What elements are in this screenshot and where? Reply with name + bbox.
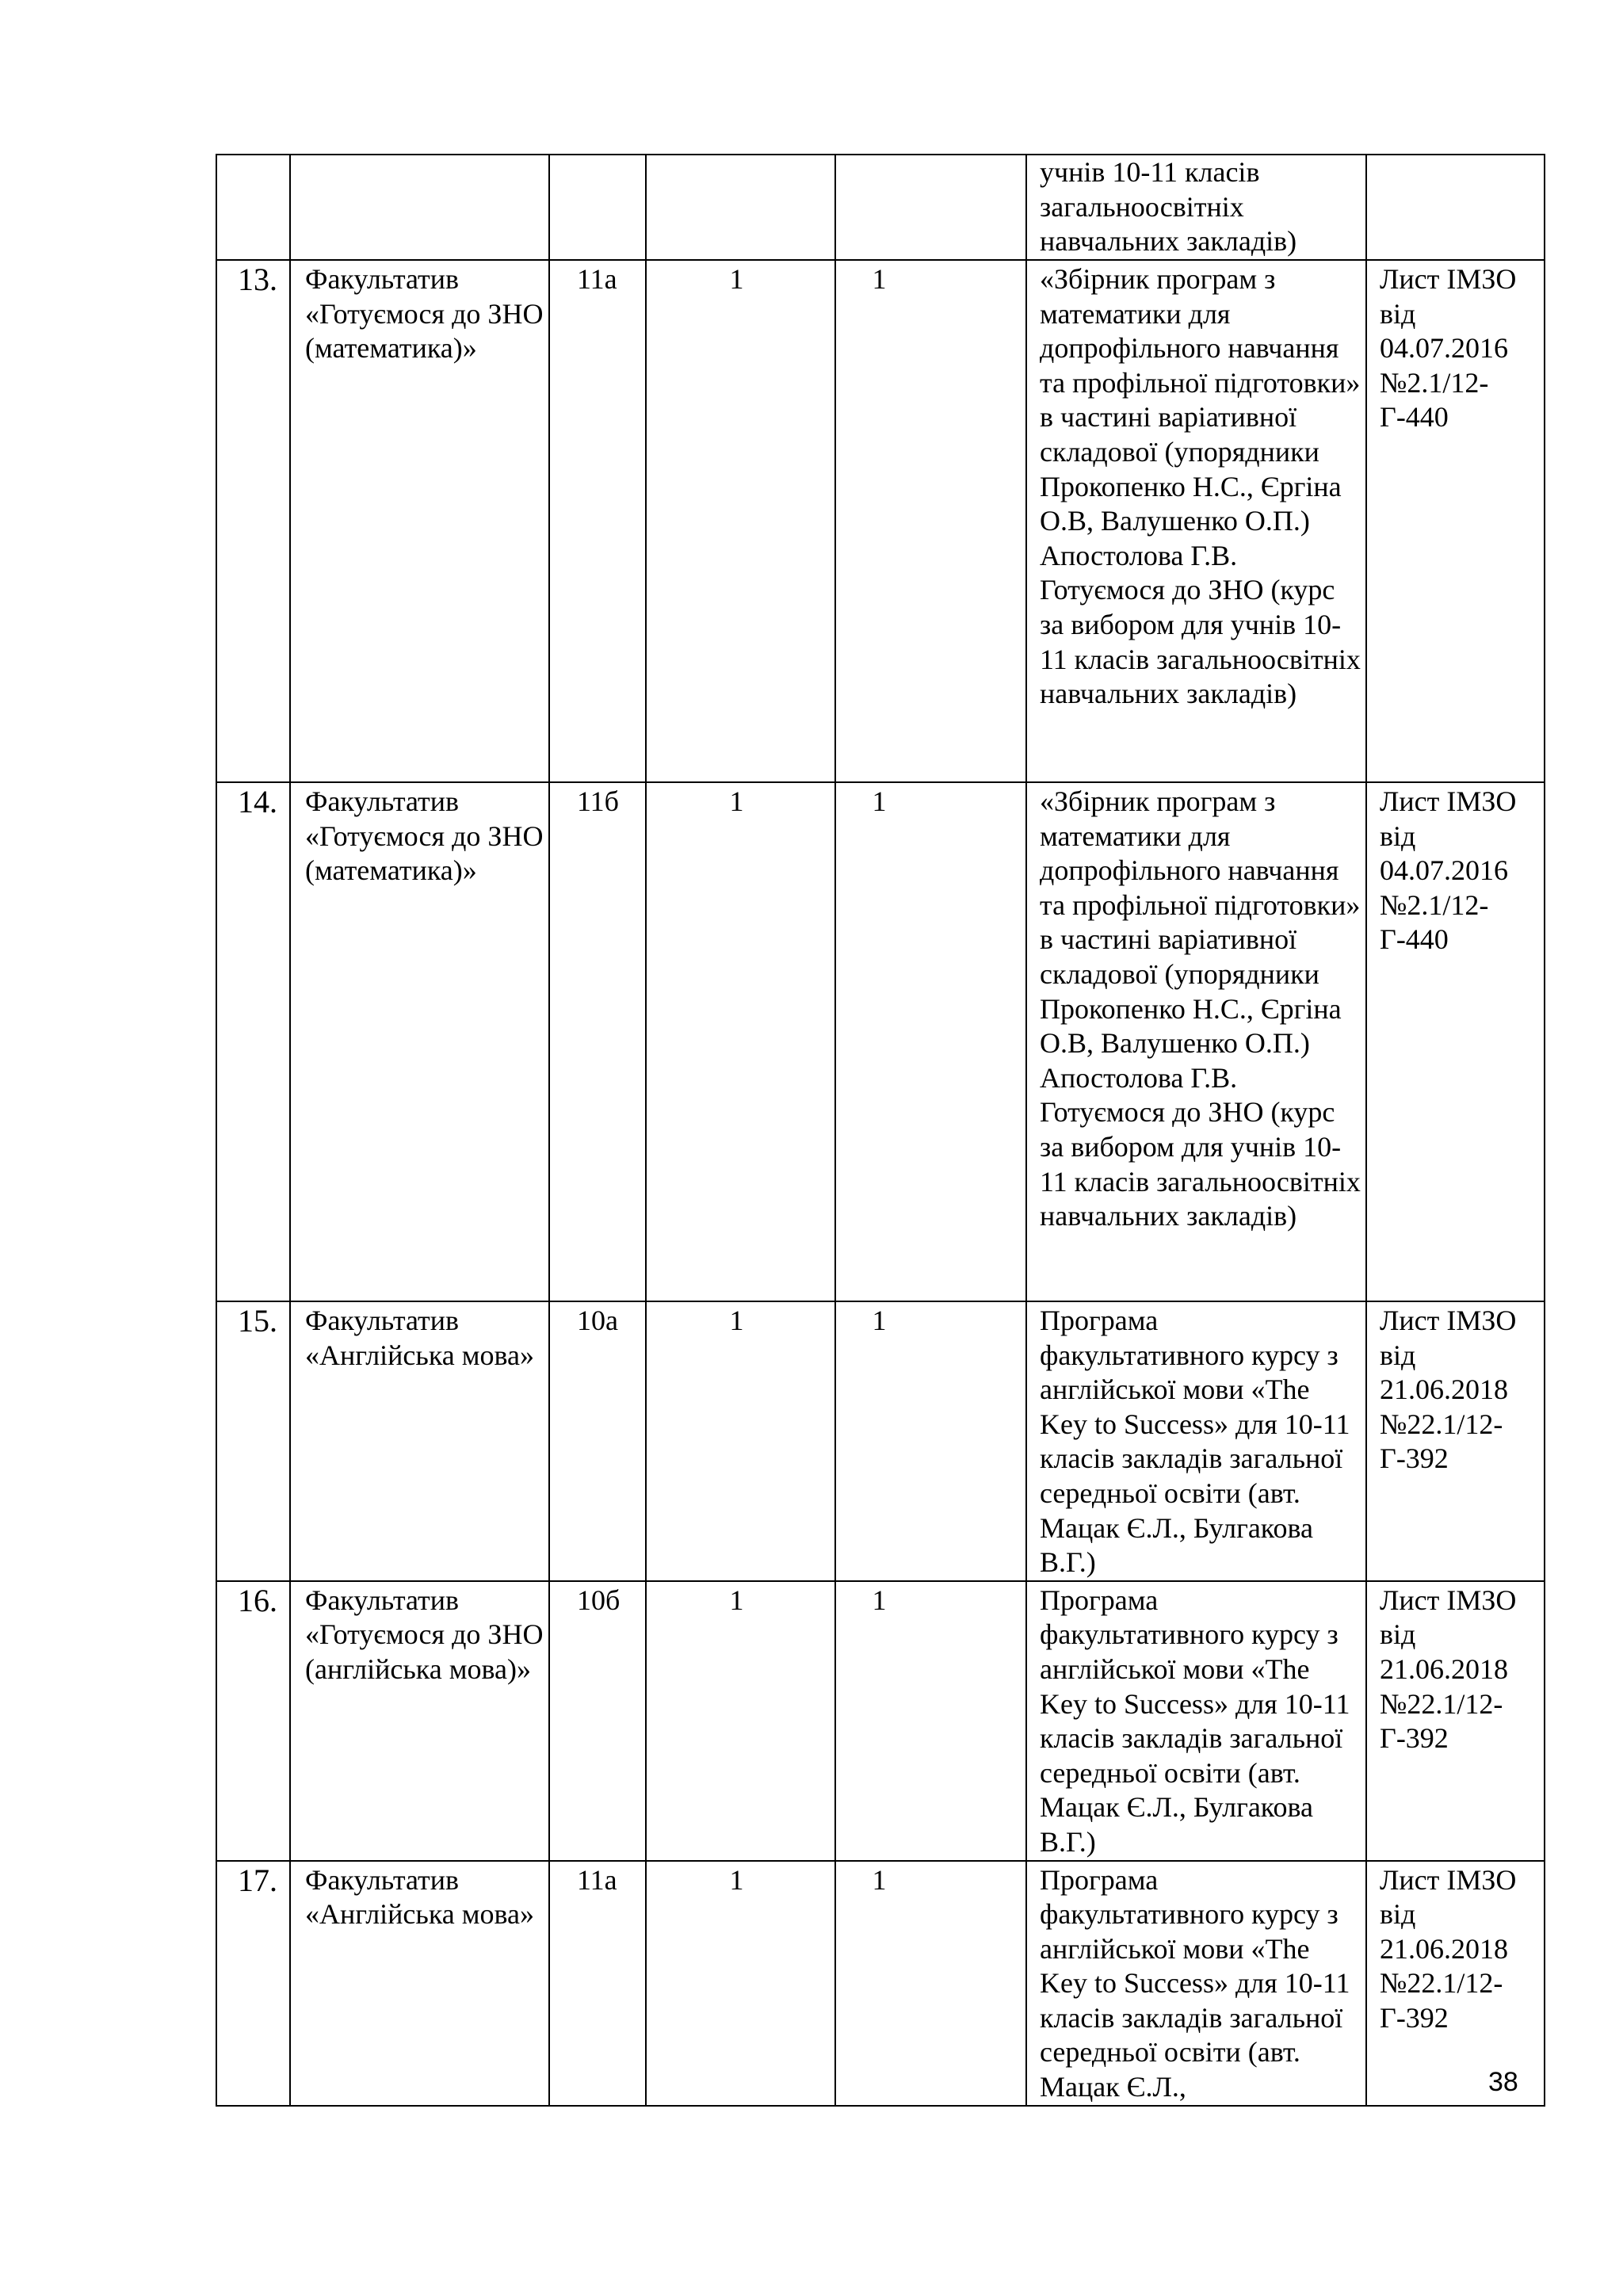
approval-reference-cell: Лист ІМЗО від 21.06.2018 №22.1/12-Г-392 xyxy=(1366,1301,1545,1581)
hours-cell xyxy=(835,155,1026,260)
row-number-cell: 17. xyxy=(216,1861,290,2106)
row-number-cell: 14. xyxy=(216,782,290,1301)
class-cell: 10а xyxy=(549,1301,646,1581)
approval-reference-cell: Лист ІМЗО від 04.07.2016 №2.1/12-Г-440 xyxy=(1366,260,1545,782)
program-cell: учнів 10-11 класів загальноосвітніх навчальних закладів) xyxy=(1026,155,1366,260)
hours-cell: 1 xyxy=(646,1861,835,2106)
hours-cell xyxy=(646,155,835,260)
curriculum-table xyxy=(216,154,1545,2107)
page-number: 38 xyxy=(1488,2067,1518,2097)
program-cell: «Збірник програм з математики для допрофільного навчання та профільної підготовки» в частині варіативної складової (упорядники Прокопенко Н.С., Єргіна О.В, Валушенко О.П.) Апостолова Г.В. Готуємося до ЗНО (курс за вибором для учнів 10-11 класів загальноосвітніх навчальних закладів) xyxy=(1026,782,1366,1301)
approval-reference-cell: Лист ІМЗО від 21.06.2018 №22.1/12-Г-392 xyxy=(1366,1581,1545,1861)
class-cell: 11б xyxy=(549,782,646,1301)
row-number-cell: 15. xyxy=(216,1301,290,1581)
course-name-cell: Факультатив «Готуємося до ЗНО (англійська мова)» xyxy=(290,1581,549,1861)
row-number-cell: 16. xyxy=(216,1581,290,1861)
hours-cell: 1 xyxy=(646,1581,835,1861)
class-cell: 10б xyxy=(549,1581,646,1861)
program-cell: Програма факультативного курсу з англійської мови «The Key to Success» для 10-11 класів закладів загальної середньої освіти (авт. Мацак Є.Л., xyxy=(1026,1861,1366,2106)
hours-cell: 1 xyxy=(835,1301,1026,1581)
hours-cell: 1 xyxy=(835,260,1026,782)
table-row xyxy=(216,260,1545,782)
class-cell xyxy=(549,155,646,260)
course-name-cell: Факультатив «Англійська мова» xyxy=(290,1861,549,2106)
course-name-cell: Факультатив «Готуємося до ЗНО (математика)» xyxy=(290,782,549,1301)
hours-cell: 1 xyxy=(646,1301,835,1581)
row-number-cell: 13. xyxy=(216,260,290,782)
hours-cell: 1 xyxy=(835,1861,1026,2106)
row-number-cell xyxy=(216,155,290,260)
approval-reference-cell xyxy=(1366,155,1545,260)
approval-reference-cell: Лист ІМЗО від 21.06.2018 №22.1/12-Г-392 xyxy=(1366,1861,1545,2106)
table-row xyxy=(216,782,1545,1301)
table-row xyxy=(216,1301,1545,1581)
table-row xyxy=(216,1581,1545,1861)
program-cell: Програма факультативного курсу з англійської мови «The Key to Success» для 10-11 класів закладів загальної середньої освіти (авт. Мацак Є.Л., Булгакова В.Г.) xyxy=(1026,1301,1366,1581)
hours-cell: 1 xyxy=(835,1581,1026,1861)
course-name-cell: Факультатив «Готуємося до ЗНО (математика)» xyxy=(290,260,549,782)
class-cell: 11а xyxy=(549,260,646,782)
table-row xyxy=(216,155,1545,260)
table-body xyxy=(216,155,1545,2106)
course-name-cell xyxy=(290,155,549,260)
course-name-cell: Факультатив «Англійська мова» xyxy=(290,1301,549,1581)
program-cell: Програма факультативного курсу з англійської мови «The Key to Success» для 10-11 класів закладів загальної середньої освіти (авт. Мацак Є.Л., Булгакова В.Г.) xyxy=(1026,1581,1366,1861)
table-row xyxy=(216,1861,1545,2106)
class-cell: 11а xyxy=(549,1861,646,2106)
approval-reference-cell: Лист ІМЗО від 04.07.2016 №2.1/12-Г-440 xyxy=(1366,782,1545,1301)
program-cell: «Збірник програм з математики для допрофільного навчання та профільної підготовки» в частині варіативної складової (упорядники Прокопенко Н.С., Єргіна О.В, Валушенко О.П.) Апостолова Г.В. Готуємося до ЗНО (курс за вибором для учнів 10-11 класів загальноосвітніх навчальних закладів) xyxy=(1026,260,1366,782)
hours-cell: 1 xyxy=(646,260,835,782)
hours-cell: 1 xyxy=(835,782,1026,1301)
hours-cell: 1 xyxy=(646,782,835,1301)
